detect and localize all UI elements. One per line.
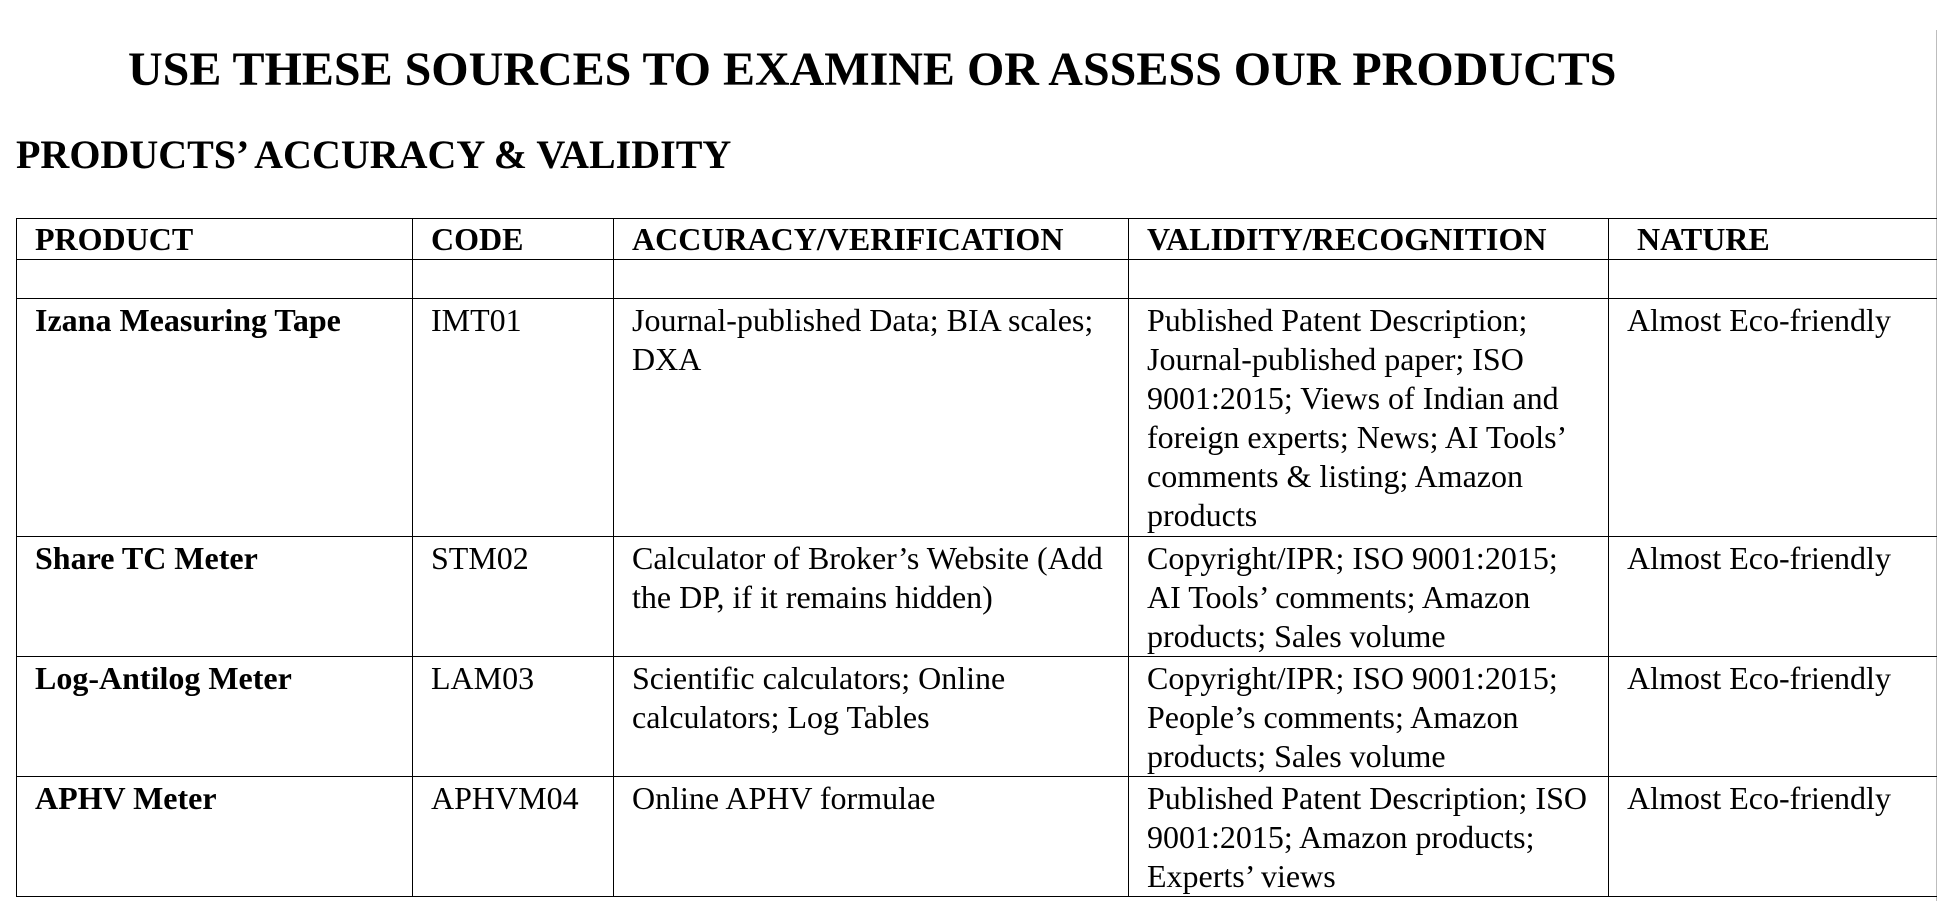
validity-text: Copyright/IPR; ISO 9001:2015; People’s comments; Amazon products; Sales volume (1147, 660, 1558, 774)
accuracy-cell (614, 299, 1129, 537)
header-validity: VALIDITY/RECOGNITION (1129, 219, 1609, 260)
nature-cell (1609, 299, 1937, 537)
nature-text: Almost Eco-friendly (1627, 660, 1891, 696)
product-cell (17, 777, 413, 897)
product-code: STM02 (431, 540, 529, 576)
accuracy-text: Calculator of Broker’s Website (Add the DP, if it remains hidden) (632, 540, 1103, 615)
accuracy-text: Scientific calculators; Online calculators; Log Tables (632, 660, 1006, 735)
code-cell (413, 657, 614, 777)
product-cell (17, 537, 413, 657)
product-code: APHVM04 (431, 780, 579, 816)
section-title: PRODUCTS’ ACCURACY & VALIDITY (16, 132, 732, 177)
header-nature: NATURE (1609, 219, 1937, 260)
header-accuracy: ACCURACY/VERIFICATION (614, 219, 1129, 260)
spacer-cell (1129, 260, 1609, 299)
product-cell (17, 299, 413, 537)
accuracy-text: Online APHV formulae (632, 780, 936, 816)
validity-cell (1129, 299, 1609, 537)
product-name: APHV Meter (35, 780, 217, 816)
table-spacer-row (17, 260, 1937, 299)
validity-cell (1129, 657, 1609, 777)
accuracy-cell (614, 777, 1129, 897)
spacer-cell (614, 260, 1129, 299)
product-code: LAM03 (431, 660, 535, 696)
product-name: Izana Measuring Tape (35, 302, 341, 338)
accuracy-cell (614, 657, 1129, 777)
nature-cell (1609, 657, 1937, 777)
nature-text: Almost Eco-friendly (1627, 302, 1891, 338)
code-cell (413, 537, 614, 657)
main-title: USE THESE SOURCES TO EXAMINE OR ASSESS OUR PRODUCTS (128, 43, 1617, 96)
validity-text: Copyright/IPR; ISO 9001:2015; AI Tools’ comments; Amazon products; Sales volume (1147, 540, 1558, 654)
product-code: IMT01 (431, 302, 522, 338)
product-name: Share TC Meter (35, 540, 258, 576)
table-row (17, 777, 1937, 897)
table-row (17, 299, 1937, 537)
validity-text: Published Patent Description; ISO 9001:2015; Amazon products; Experts’ views (1147, 780, 1587, 894)
validity-text: Published Patent Description; Journal-published paper; ISO 9001:2015; Views of Indian and foreign experts; News; AI Tools’ comments & listing; Amazon products (1147, 302, 1565, 533)
code-cell (413, 299, 614, 537)
nature-cell (1609, 537, 1937, 657)
nature-text: Almost Eco-friendly (1627, 780, 1891, 816)
product-name: Log-Antilog Meter (35, 660, 292, 696)
validity-cell (1129, 777, 1609, 897)
nature-cell (1609, 777, 1937, 897)
product-cell (17, 657, 413, 777)
header-product: PRODUCT (17, 219, 413, 260)
table-header-row (17, 219, 1937, 260)
spacer-cell (17, 260, 413, 299)
spacer-cell (1609, 260, 1937, 299)
accuracy-text: Journal-published Data; BIA scales; DXA (632, 302, 1094, 377)
table-row (17, 657, 1937, 777)
header-code: CODE (413, 219, 614, 260)
table-row (17, 537, 1937, 657)
products-table (16, 218, 1937, 897)
spacer-cell (413, 260, 614, 299)
code-cell (413, 777, 614, 897)
validity-cell (1129, 537, 1609, 657)
nature-text: Almost Eco-friendly (1627, 540, 1891, 576)
accuracy-cell (614, 537, 1129, 657)
